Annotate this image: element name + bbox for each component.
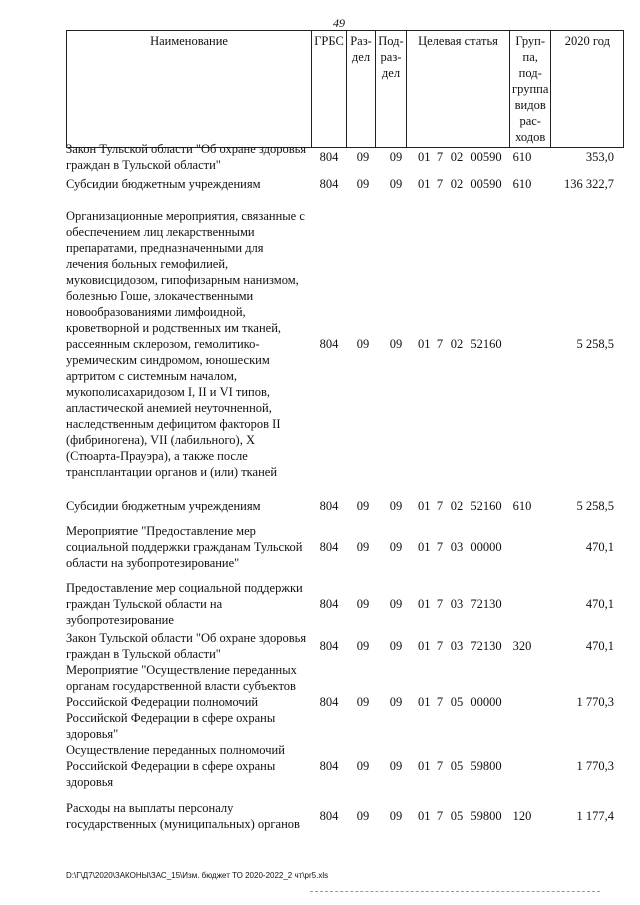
target-event-cell: 05 — [450, 695, 464, 709]
amount-cell: 470,1 — [585, 540, 614, 554]
row-name: Предоставление мер социальной поддержки граждан Тульской области на зубопротезирование — [66, 581, 303, 627]
expense-group-cell: 610 — [512, 177, 532, 191]
target-subprogram-cell: 7 — [436, 499, 444, 513]
target-event-cell: 03 — [450, 540, 464, 554]
row-name: Мероприятие "Осуществление переданных органам государственной власти субъектов Российской Федерации полномочий Российской Федерации в сфере охраны здоровья" — [66, 663, 297, 741]
table-header — [66, 30, 624, 148]
target-program-cell: 01 — [418, 695, 431, 709]
podrazdel-cell: 09 — [389, 499, 403, 513]
target-event-cell: 03 — [450, 597, 464, 611]
grbs-cell: 804 — [319, 540, 339, 554]
target-program-cell: 01 — [418, 337, 431, 351]
target-direction-cell: 52160 — [470, 337, 502, 351]
target-subprogram-cell: 7 — [436, 639, 444, 653]
row-name: Мероприятие "Предоставление мер социальной поддержки гражданам Тульской области на зубопротезирование" — [66, 524, 303, 570]
podrazdel-cell: 09 — [389, 695, 403, 709]
razdel-cell: 09 — [356, 540, 370, 554]
row-name: Субсидии бюджетным учреждениям — [66, 177, 261, 191]
amount-cell: 1 770,3 — [576, 695, 614, 709]
expense-group-cell: 610 — [512, 150, 532, 164]
amount-cell: 353,0 — [585, 150, 614, 164]
target-program-cell: 01 — [418, 809, 431, 823]
target-program-cell: 01 — [418, 499, 431, 513]
target-event-cell: 02 — [450, 150, 464, 164]
target-subprogram-cell: 7 — [436, 759, 444, 773]
grbs-cell: 804 — [319, 177, 339, 191]
target-direction-cell: 00000 — [470, 540, 502, 554]
header-podrazdel: Под- раз- дел — [376, 31, 407, 148]
target-event-cell: 03 — [450, 639, 464, 653]
razdel-cell: 09 — [356, 809, 370, 823]
grbs-cell: 804 — [319, 639, 339, 653]
header-grbs: ГРБС — [312, 31, 347, 148]
grbs-cell: 804 — [319, 337, 339, 351]
podrazdel-cell: 09 — [389, 639, 403, 653]
target-subprogram-cell: 7 — [436, 597, 444, 611]
row-name: Расходы на выплаты персоналу государственных (муниципальных) органов — [66, 801, 300, 831]
podrazdel-cell: 09 — [389, 337, 403, 351]
razdel-cell: 09 — [356, 695, 370, 709]
target-subprogram-cell: 7 — [436, 540, 444, 554]
amount-cell: 1 177,4 — [576, 809, 614, 823]
amount-cell: 136 322,7 — [564, 177, 614, 191]
target-program-cell: 01 — [418, 597, 431, 611]
expense-group-cell: 610 — [512, 499, 532, 513]
target-event-cell: 02 — [450, 499, 464, 513]
target-direction-cell: 72130 — [470, 639, 502, 653]
target-subprogram-cell: 7 — [436, 695, 444, 709]
header-expense-group: Груп- па, под- группа видов рас- ходов — [510, 31, 551, 148]
target-event-cell: 05 — [450, 759, 464, 773]
target-subprogram-cell: 7 — [436, 809, 444, 823]
target-direction-cell: 00590 — [470, 150, 502, 164]
target-direction-cell: 00590 — [470, 177, 502, 191]
row-name: Закон Тульской области "Об охране здоровья граждан в Тульской области" — [66, 631, 307, 661]
grbs-cell: 804 — [319, 597, 339, 611]
target-direction-cell: 72130 — [470, 597, 502, 611]
expense-group-cell: 320 — [512, 639, 532, 653]
target-program-cell: 01 — [418, 639, 431, 653]
grbs-cell: 804 — [319, 499, 339, 513]
target-event-cell: 02 — [450, 177, 464, 191]
razdel-cell: 09 — [356, 759, 370, 773]
amount-cell: 1 770,3 — [576, 759, 614, 773]
amount-cell: 470,1 — [585, 597, 614, 611]
podrazdel-cell: 09 — [389, 150, 403, 164]
target-subprogram-cell: 7 — [436, 177, 444, 191]
target-program-cell: 01 — [418, 177, 431, 191]
podrazdel-cell: 09 — [389, 759, 403, 773]
razdel-cell: 09 — [356, 177, 370, 191]
amount-cell: 470,1 — [585, 639, 614, 653]
grbs-cell: 804 — [319, 759, 339, 773]
target-subprogram-cell: 7 — [436, 337, 444, 351]
page-number: 49 — [333, 16, 345, 30]
razdel-cell: 09 — [356, 597, 370, 611]
target-event-cell: 05 — [450, 809, 464, 823]
expense-group-cell: 120 — [512, 809, 532, 823]
razdel-cell: 09 — [356, 337, 370, 351]
grbs-cell: 804 — [319, 150, 339, 164]
row-name: Закон Тульской области "Об охране здоровья граждан в Тульской области" — [66, 142, 307, 172]
grbs-cell: 804 — [319, 695, 339, 709]
target-event-cell: 02 — [450, 337, 464, 351]
target-program-cell: 01 — [418, 150, 431, 164]
file-path-footer: D:\Г\Д7\2020\ЗАКОНЫ\ЗАС_15\Изм. бюджет ТО 2020-2022_2 чт\pr5.xls — [66, 871, 329, 880]
target-direction-cell: 59800 — [470, 759, 502, 773]
footer-divider — [310, 891, 600, 892]
razdel-cell: 09 — [356, 639, 370, 653]
header-razdel: Раз- дел — [347, 31, 376, 148]
row-name: Организационные мероприятия, связанные с обеспечением лиц лекарственными препаратами, предназначенными для лечения больных гемофилией, муковисцидозом, гипофизарным нанизмом, болезнью Гоше, злокачественными новообразованиями лимфоидной, кроветворной и родственных им тканей, рассеянным склерозом, гемолитико-уремическим синдромом, юношеским артритом с системным началом, мукополисахаридозом I, II и VI типов, апластической анемией неуточненной, наследственным дефицитом факторов II (фибриногена), VII (лабильного), X (Стюарта-Прауэра), а также после трансплантации органов и (или) тканей — [66, 209, 305, 479]
razdel-cell: 09 — [356, 150, 370, 164]
target-direction-cell: 00000 — [470, 695, 502, 709]
podrazdel-cell: 09 — [389, 597, 403, 611]
target-direction-cell: 52160 — [470, 499, 502, 513]
amount-cell: 5 258,5 — [576, 499, 614, 513]
podrazdel-cell: 09 — [389, 177, 403, 191]
header-year: 2020 год — [551, 31, 624, 148]
target-direction-cell: 59800 — [470, 809, 502, 823]
header-target-article: Целевая статья — [407, 31, 510, 148]
grbs-cell: 804 — [319, 809, 339, 823]
row-name: Осуществление переданных полномочий Российской Федерации в сфере охраны здоровья — [66, 743, 285, 789]
header-name: Наименование — [67, 31, 312, 148]
podrazdel-cell: 09 — [389, 809, 403, 823]
target-subprogram-cell: 7 — [436, 150, 444, 164]
amount-cell: 5 258,5 — [576, 337, 614, 351]
podrazdel-cell: 09 — [389, 540, 403, 554]
razdel-cell: 09 — [356, 499, 370, 513]
target-program-cell: 01 — [418, 540, 431, 554]
target-program-cell: 01 — [418, 759, 431, 773]
row-name: Субсидии бюджетным учреждениям — [66, 499, 261, 513]
